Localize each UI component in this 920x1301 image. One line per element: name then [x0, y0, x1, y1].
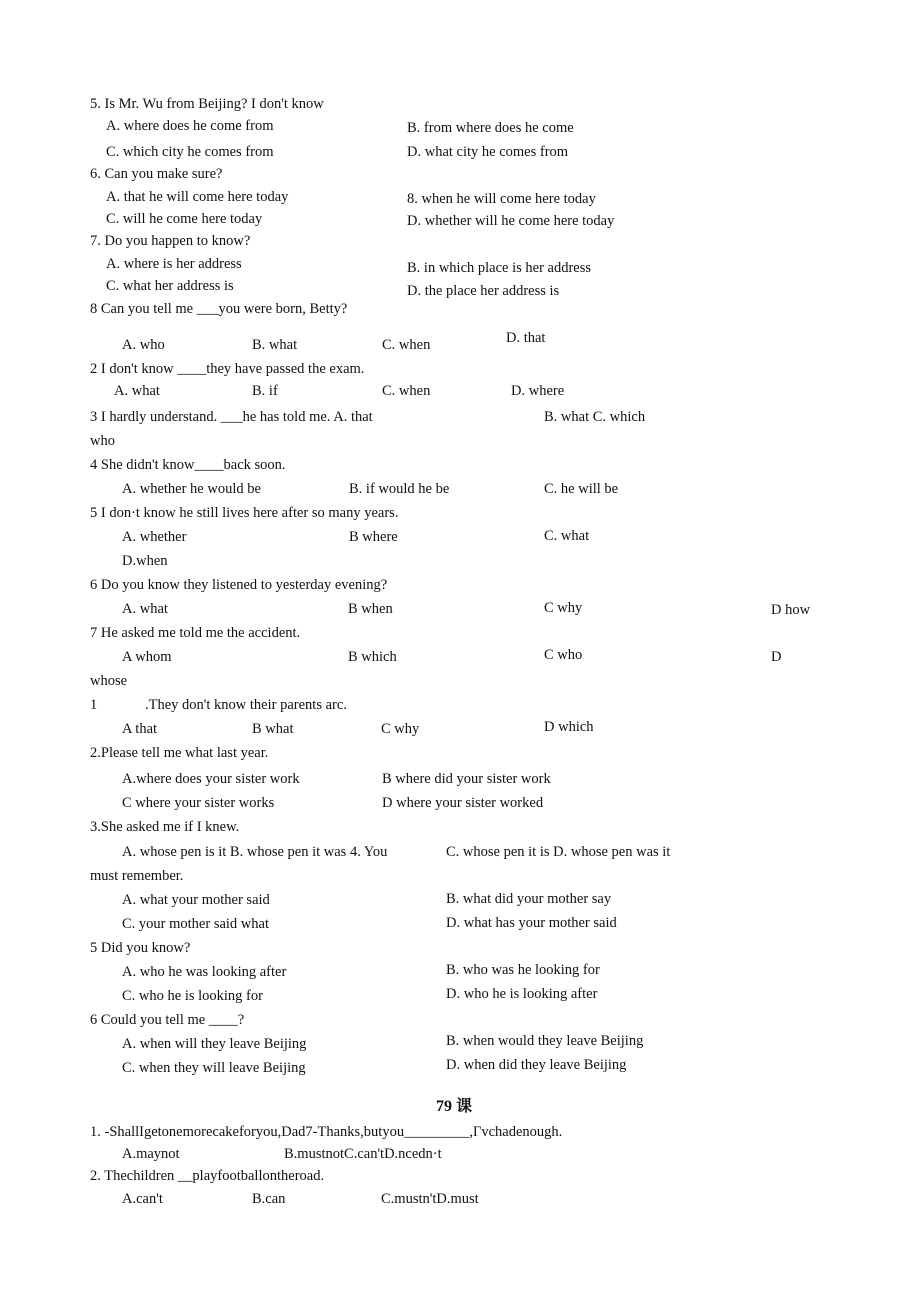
option-b: B. in which place is her address — [407, 260, 592, 276]
option-d: D. who he is looking after — [446, 986, 598, 1002]
question-2-stem: 2 I don't know ____they have passed the exam. — [90, 361, 365, 377]
option-c: C. which city he comes from — [106, 144, 274, 160]
option-d: D. when did they leave Beijing — [446, 1057, 627, 1073]
option-c: C why — [544, 600, 583, 616]
option-a: A whom — [122, 649, 172, 665]
options-cd: C. whose pen it is D. whose pen was it — [446, 844, 671, 860]
option-c: C. will he come here today — [106, 211, 263, 227]
option-a: A. who he was looking after — [122, 964, 287, 980]
option-c: C. he will be — [544, 481, 619, 497]
question-5-stem: 5 I don·t know he still lives here after so many years. — [90, 505, 399, 521]
options-bcd: B.mustnotC.can'tD.ncedn·t — [284, 1146, 442, 1162]
question-1-stem: .They don't know their parents arc. — [145, 697, 347, 713]
question-4-stem: 4 She didn't know____back soon. — [90, 457, 286, 473]
option-c: C. when — [382, 337, 431, 353]
option-a: A. where does he come from — [106, 118, 274, 134]
option-b: B. if would he be — [349, 481, 450, 497]
question-8-stem: 8 Can you tell me ___you were born, Betty? — [90, 301, 348, 317]
options-ab: A. whose pen is it B. whose pen it was 4. You — [122, 844, 388, 860]
option-b: B. when would they leave Beijing — [446, 1033, 644, 1049]
option-c: C why — [381, 721, 420, 737]
option-d: D where your sister worked — [382, 795, 544, 811]
option-b: B. from where does he come — [407, 120, 574, 136]
question-2-stem: 2.Please tell me what last year. — [90, 745, 269, 761]
lesson-title: 79 课 — [436, 1098, 473, 1115]
option-b: 8. when he will come here today — [407, 191, 596, 207]
option-b: B. if — [252, 383, 278, 399]
question-5-stem: 5 Did you know? — [90, 940, 191, 956]
question-1-stem: 1. -ShallIgetonemorecakeforyou,Dad7-Thanks,butyou_________,Γvchadenough. — [90, 1124, 563, 1140]
option-d-wrapped: who — [90, 433, 115, 449]
option-d: D. what has your mother said — [446, 915, 617, 931]
option-d: D. whether will he come here today — [407, 213, 615, 229]
question-7-stem: 7. Do you happen to know? — [90, 233, 251, 249]
question-6-stem: 6 Could you tell me ____? — [90, 1012, 245, 1028]
option-a: A.where does your sister work — [122, 771, 300, 787]
option-a: A. what — [114, 383, 160, 399]
option-d: D. what city he comes from — [407, 144, 569, 160]
option-b: B which — [348, 649, 397, 665]
option-b: B where did your sister work — [382, 771, 551, 787]
question-3-stem: 3.She asked me if I knew. — [90, 819, 240, 835]
option-d: D how — [771, 602, 811, 618]
option-c: C. what — [544, 528, 590, 544]
option-c: C who — [544, 647, 583, 663]
option-a: A. where is her address — [106, 256, 242, 272]
option-a: A. what your mother said — [122, 892, 270, 908]
question-3-stem: 3 I hardly understand. ___he has told me. A. that — [90, 409, 373, 425]
question-7-stem: 7 He asked me told me the accident. — [90, 625, 301, 641]
option-a: A. whether he would be — [122, 481, 261, 497]
question-6-stem: 6. Can you make sure? — [90, 166, 223, 182]
option-c: C. who he is looking for — [122, 988, 263, 1004]
option-bc: B. what C. which — [544, 409, 646, 425]
option-d: D which — [544, 719, 594, 735]
option-b: B when — [348, 601, 393, 617]
option-b: B.can — [252, 1191, 286, 1207]
option-c: C where your sister works — [122, 795, 275, 811]
option-d: D. the place her address is — [407, 283, 560, 299]
option-d-wrapped: whose — [90, 673, 128, 689]
question-5-stem: 5. Is Mr. Wu from Beijing? I don't know — [90, 96, 324, 112]
option-a: A. who — [122, 337, 165, 353]
option-d: D.when — [122, 553, 168, 569]
option-c: C. what her address is — [106, 278, 234, 294]
option-b: B. who was he looking for — [446, 962, 600, 978]
option-a: A. whether — [122, 529, 187, 545]
option-a: A.maynot — [122, 1146, 180, 1162]
option-b: B what — [252, 721, 294, 737]
option-c: C. your mother said what — [122, 916, 269, 932]
question-6-stem: 6 Do you know they listened to yesterday evening? — [90, 577, 388, 593]
option-d: D. that — [506, 330, 546, 346]
option-a: A.can't — [122, 1191, 163, 1207]
options-cd: C.mustn'tD.must — [381, 1191, 479, 1207]
option-b: B where — [349, 529, 398, 545]
option-c: C. when — [382, 383, 431, 399]
option-b: B. what — [252, 337, 298, 353]
option-c: C. when they will leave Beijing — [122, 1060, 306, 1076]
option-a: A. that he will come here today — [106, 189, 289, 205]
option-a: A. what — [122, 601, 168, 617]
option-a: A. when will they leave Beijing — [122, 1036, 307, 1052]
option-d: D — [771, 649, 782, 665]
option-d: D. where — [511, 383, 565, 399]
option-a: A that — [122, 721, 158, 737]
question-1-number: 1 — [90, 697, 98, 713]
question-2-stem: 2. Thechildren __playfootballontheroad. — [90, 1168, 325, 1184]
option-b: B. what did your mother say — [446, 891, 612, 907]
question-4-stem: must remember. — [90, 868, 184, 884]
